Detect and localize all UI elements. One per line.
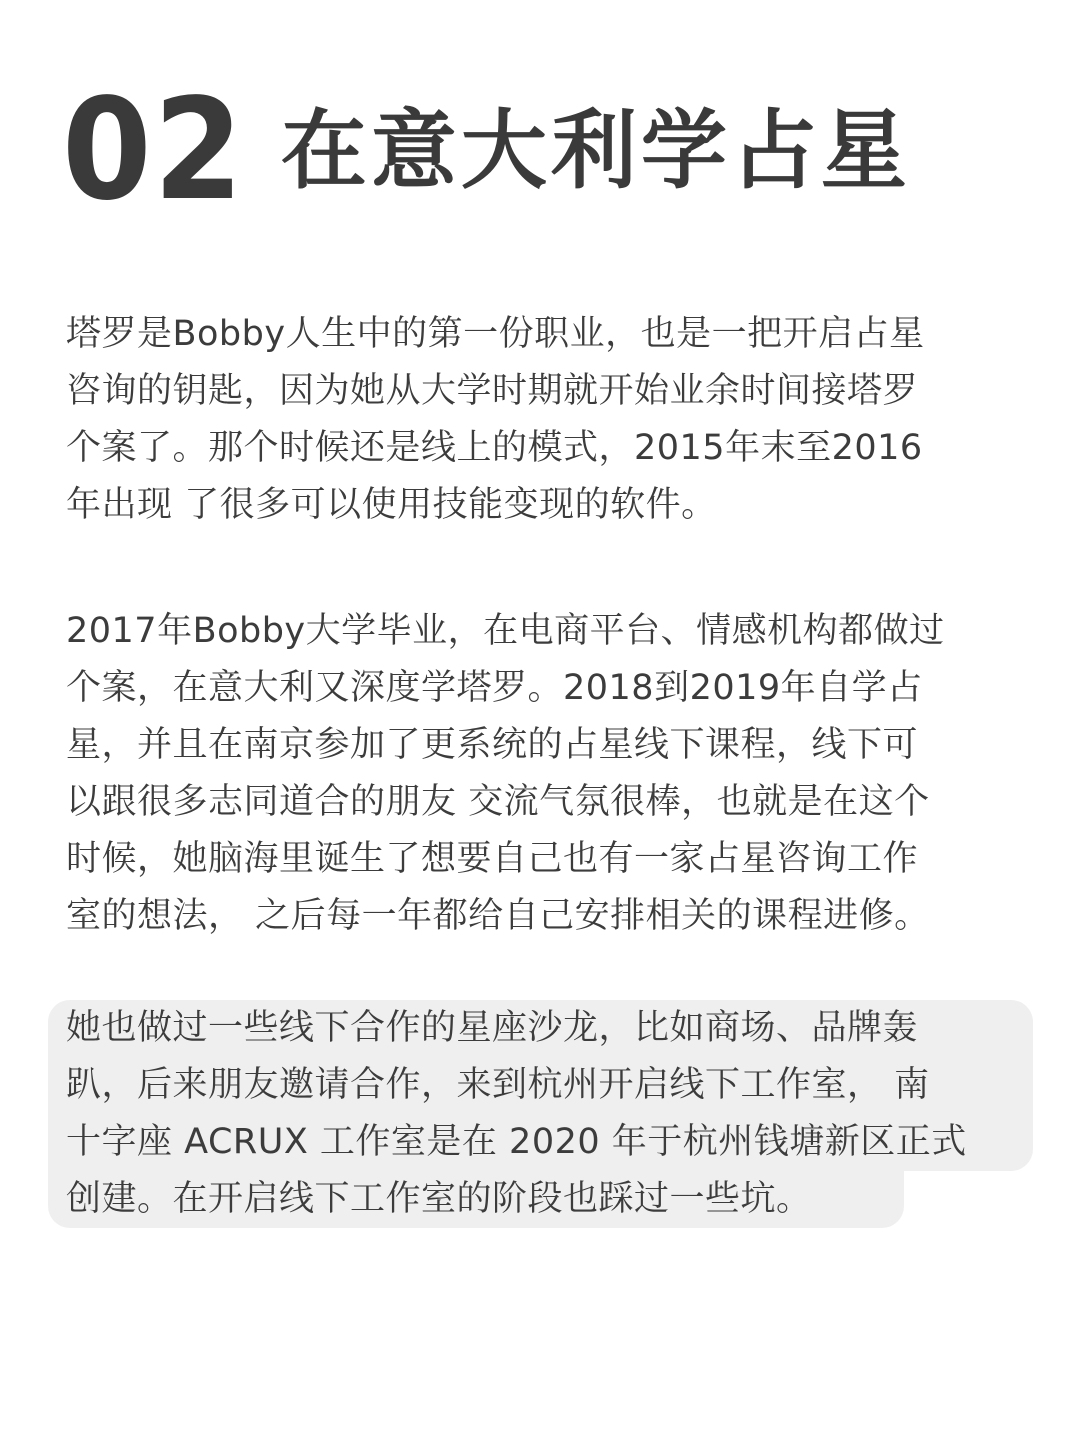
section-title: 在意大利学占星	[280, 101, 911, 201]
paragraph-line: 室的想法， 之后每一年都给自己安排相关的课程进修。	[66, 896, 930, 936]
paragraph-line: 2017年Bobby大学毕业，在电商平台、情感机构都做过	[66, 611, 945, 651]
paragraph-line: 时候，她脑海里诞生了想要自己也有一家占星咨询工作	[66, 839, 919, 879]
section-header	[62, 69, 911, 232]
paragraph-line: 个案，在意大利又深度学塔罗。2018到2019年自学占	[66, 668, 923, 708]
highlight-line: 她也做过一些线下合作的星座沙龙，比如商场、品牌轰	[48, 1000, 1033, 1057]
highlight-line: 趴，后来朋友邀请合作，来到杭州开启线下工作室， 南	[48, 1057, 1033, 1114]
highlight-line: 十字座 ACRUX 工作室是在 2020 年于杭州钱塘新区正式	[48, 1114, 1033, 1171]
paragraph-line: 咨询的钥匙，因为她从大学时期就开始业余时间接塔罗	[66, 371, 919, 411]
section-number: 02	[62, 69, 245, 232]
paragraph-line: 以跟很多志同道合的朋友 交流气氛很棒，也就是在这个	[66, 782, 930, 822]
highlight-line: 创建。在开启线下工作室的阶段也踩过一些坑。	[48, 1171, 904, 1228]
paragraph-line: 年出现 了很多可以使用技能变现的软件。	[66, 485, 717, 525]
paragraph-study-history	[66, 603, 1026, 945]
paragraph-line: 塔罗是Bobby人生中的第一份职业，也是一把开启占星	[66, 314, 925, 354]
highlighted-paragraph	[48, 1000, 1033, 1228]
paragraph-line: 星，并且在南京参加了更系统的占星线下课程，线下可	[66, 725, 919, 765]
paragraph-tarot-career	[66, 306, 1026, 534]
paragraph-line: 个案了。那个时候还是线上的模式，2015年末至2016	[66, 428, 923, 468]
